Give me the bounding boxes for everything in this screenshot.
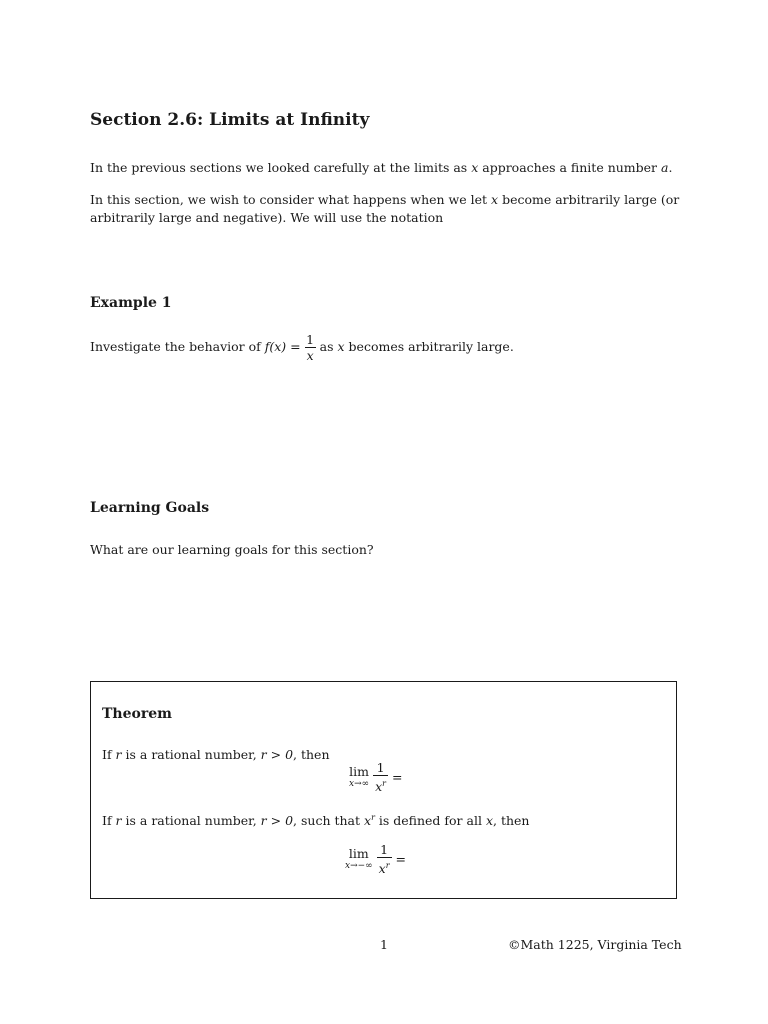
intro-p1-text: approaches a finite number: [478, 160, 661, 175]
theorem-line-1: [102, 747, 330, 762]
theorem-text: If: [102, 813, 116, 829]
var-x: x: [491, 192, 499, 207]
denominator-exponent: r: [382, 779, 386, 788]
lim-subscript: x→−∞: [345, 861, 373, 872]
var-x: x: [337, 339, 345, 354]
function-f: f(x) =: [264, 339, 301, 354]
denominator-exponent: r: [385, 861, 390, 870]
var-x: x: [485, 813, 493, 829]
section-title: Section 2.6: Limits at Infinity: [90, 110, 370, 130]
fraction-one-over-x-r: [377, 842, 392, 876]
intro-p1-text: In the previous sections we looked carefully at the limits as: [90, 160, 472, 175]
denominator: x: [306, 348, 314, 363]
var-x: x: [471, 160, 479, 175]
theorem-text: , then: [293, 747, 330, 762]
theorem-heading: Theorem: [102, 706, 172, 722]
condition-r-positive: r > 0: [260, 813, 294, 829]
example-text: becomes arbitrarily large.: [344, 339, 514, 354]
denominator-base: x: [375, 779, 383, 795]
learning-goals-question: What are our learning goals for this section?: [90, 542, 374, 557]
numerator: 1: [376, 760, 385, 775]
limit-operator: [349, 765, 369, 789]
limit-expression-1: [349, 760, 402, 794]
denominator-base: x: [378, 861, 386, 877]
var-a: a: [661, 160, 669, 175]
intro-paragraph-2-line-1: [90, 192, 679, 207]
equals-sign: =: [395, 851, 406, 867]
numerator: 1: [306, 332, 315, 347]
example-1-text: [90, 332, 514, 363]
theorem-text: , such that: [293, 813, 364, 829]
fraction-one-over-x: [305, 332, 316, 363]
lim-word: lim: [349, 764, 369, 780]
example-text: as: [315, 339, 338, 354]
intro-p2-text: In this section, we wish to consider what happens when we let: [90, 192, 492, 207]
var-x: x: [364, 813, 372, 829]
page-number: 1: [380, 937, 388, 952]
intro-paragraph-2-line-2: arbitrarily large and negative). We will use the notation: [90, 210, 444, 225]
intro-paragraph-1: [90, 160, 672, 175]
theorem-text: is a rational number,: [121, 747, 261, 762]
denominator: [373, 775, 388, 794]
denominator: [377, 857, 392, 876]
intro-p2-text: become arbitrarily large (or: [498, 192, 680, 207]
equals-sign: =: [391, 769, 403, 785]
lim-subscript: x→∞: [349, 779, 370, 790]
numerator: 1: [380, 842, 389, 857]
copyright-notice: ©Math 1225, Virginia Tech: [508, 937, 682, 952]
intro-p1-text: .: [668, 160, 673, 175]
theorem-text: is defined for all: [374, 813, 486, 829]
learning-goals-heading: Learning Goals: [90, 500, 210, 516]
example-1-heading: Example 1: [90, 295, 172, 311]
exponent-r: r: [371, 813, 375, 822]
theorem-text: , then: [493, 813, 530, 829]
condition-r-positive: r > 0: [260, 747, 294, 762]
theorem-text: is a rational number,: [121, 813, 261, 829]
var-r: r: [115, 747, 122, 762]
limit-expression-2: [345, 842, 406, 876]
var-r: r: [115, 813, 122, 829]
fraction-one-over-x-r: [373, 760, 388, 794]
limit-operator: [345, 847, 373, 871]
theorem-line-2: [102, 813, 529, 828]
theorem-text: If: [102, 747, 116, 762]
lim-word: lim: [348, 846, 369, 862]
example-text: Investigate the behavior of: [90, 339, 265, 354]
